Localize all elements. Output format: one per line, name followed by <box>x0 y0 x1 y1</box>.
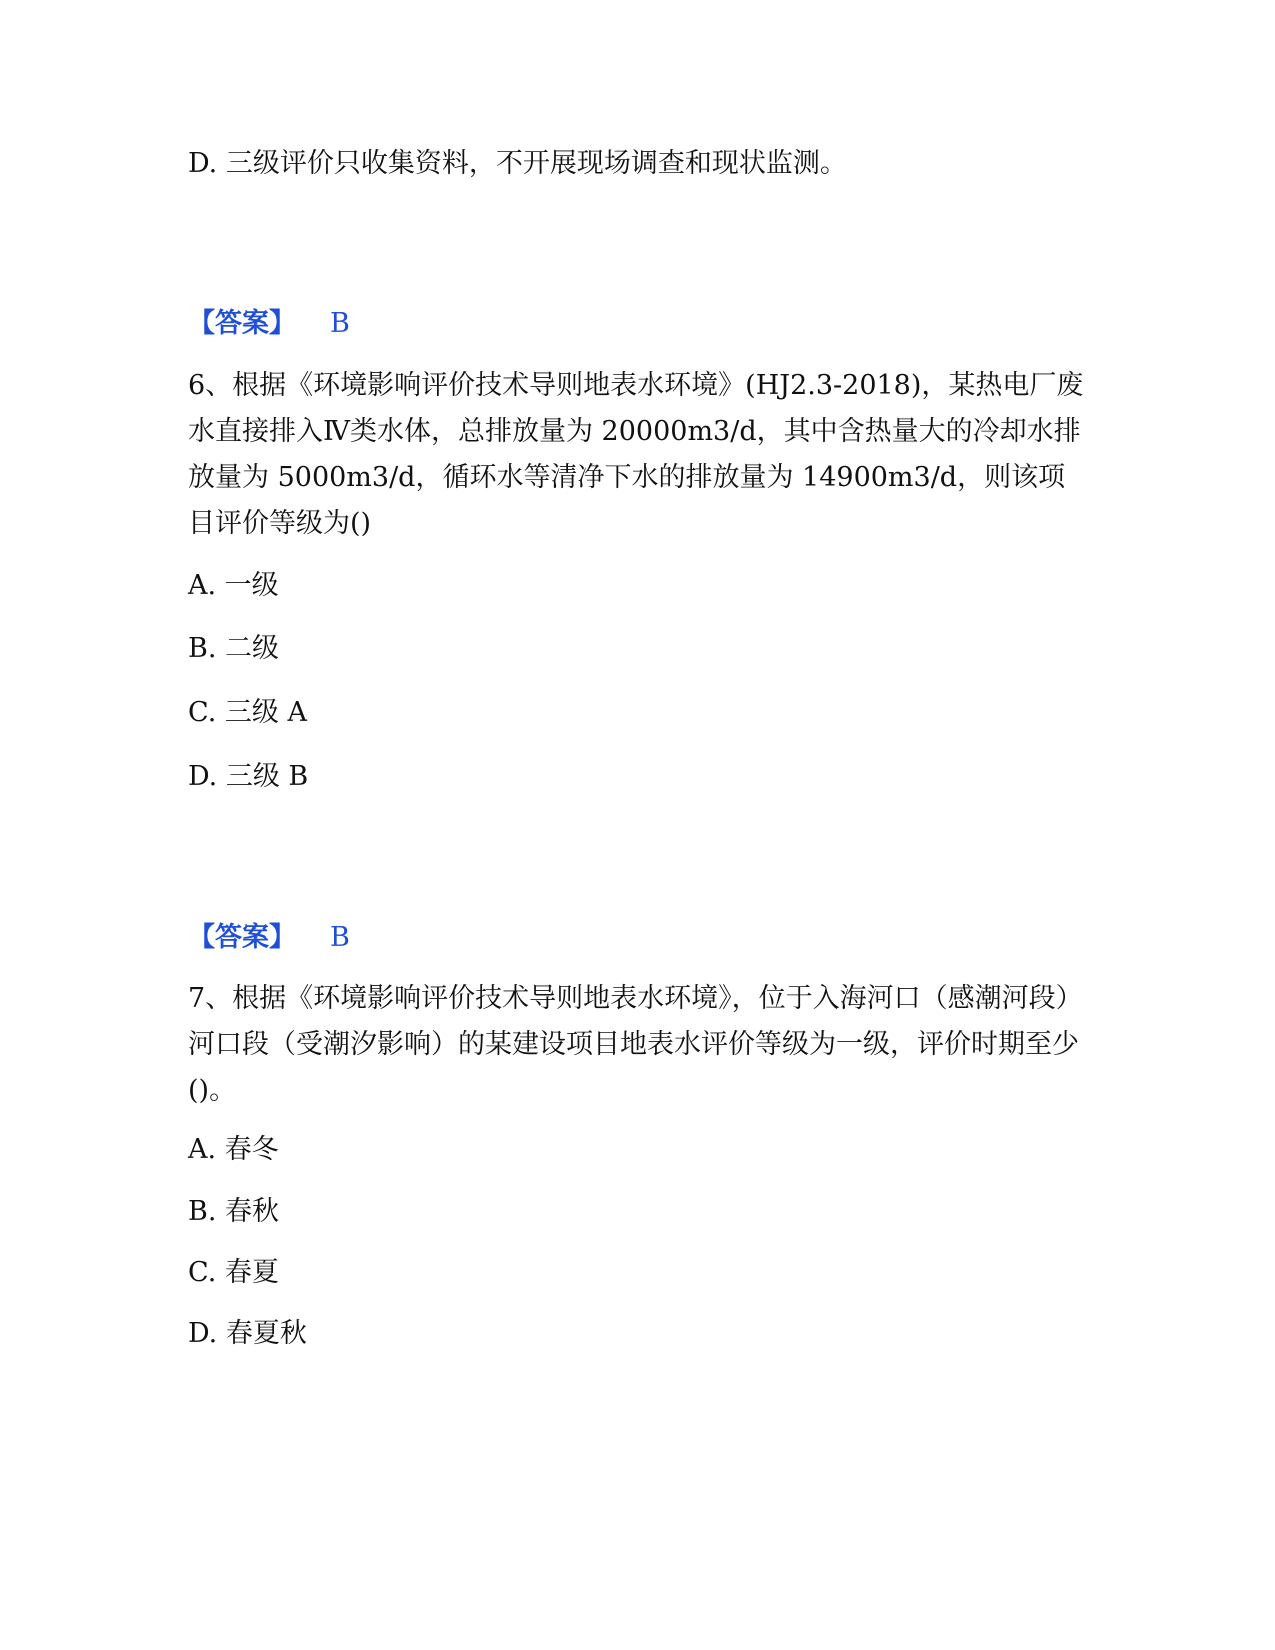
question-7-text: 7、根据《环境影响评价技术导则地表水环境》，位于入海河口（感潮河段）河口段（受潮汐影响）的某建设项目地表水评价等级为一级，评价时期至少()。 <box>188 983 1083 1106</box>
question-7-option-b: B. 春秋 <box>188 1196 280 1227</box>
question-6-text: 6、根据《环境影响评价技术导则地表水环境》(HJ2.3-2018)，某热电厂废水直接排入Ⅳ类水体，总排放量为 20000m3/d，其中含热量大的冷却水排放量为 5000m3/d，循环水等清净下水的排放量为 14900m3/d，则该项目评价等级为() <box>188 370 1084 539</box>
question-6-option-d: D. 三级 B <box>188 761 309 792</box>
question-7-option-a: A. 春冬 <box>188 1134 279 1165</box>
question-6-option-a: A. 一级 <box>188 570 279 601</box>
question-7-option-d: D. 春夏秋 <box>188 1318 307 1349</box>
answer-label: 【答案】 <box>188 308 296 339</box>
question-7-option-c: C. 春夏 <box>188 1257 279 1288</box>
question-6-option-c: C. 三级 A <box>188 697 307 728</box>
question-6-option-b: B. 二级 <box>188 633 280 664</box>
prev-question-option-d: D. 三级评价只收集资料，不开展现场调查和现状监测。 <box>188 148 847 179</box>
answer-label: 【答案】 <box>188 922 296 953</box>
answer-row-5 <box>188 301 350 347</box>
answer-value: B <box>330 922 350 953</box>
answer-value: B <box>330 308 350 339</box>
answer-row-6 <box>188 915 350 961</box>
